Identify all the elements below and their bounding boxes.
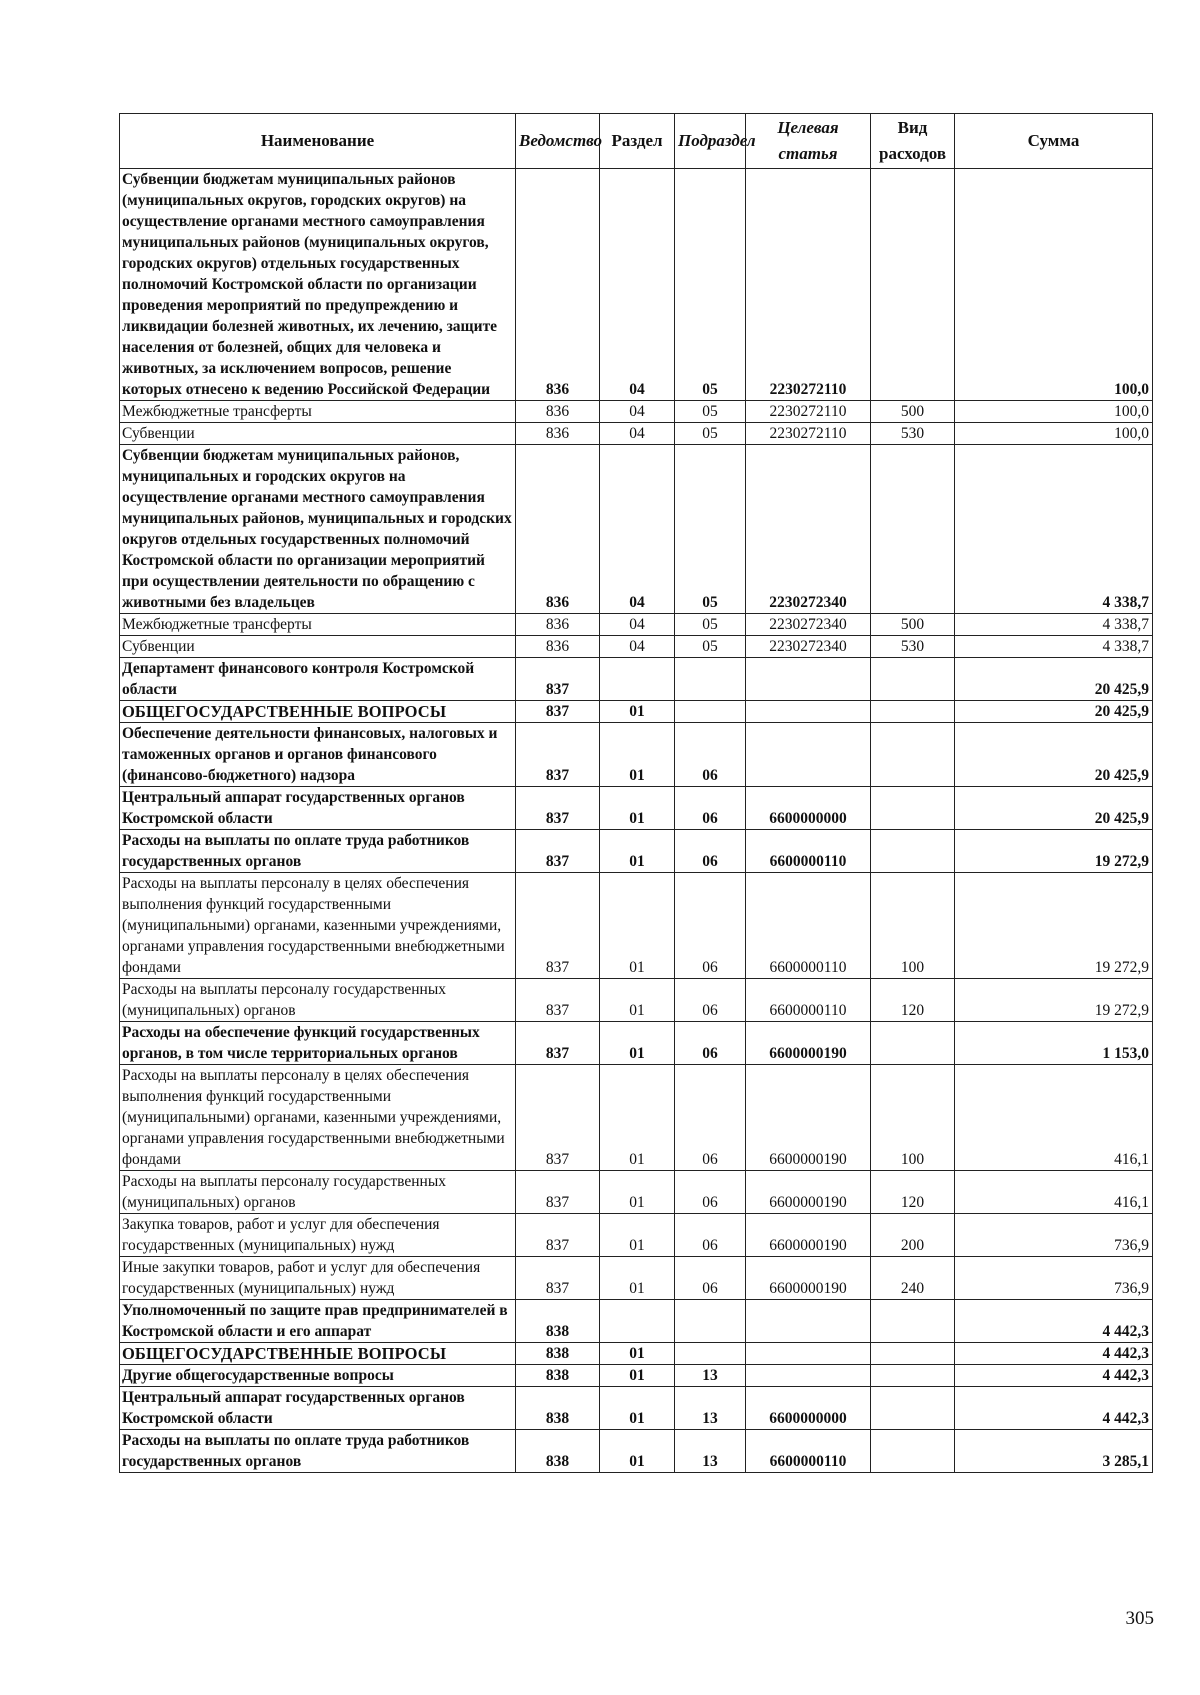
cell-name: ОБЩЕГОСУДАРСТВЕННЫЕ ВОПРОСЫ: [120, 1343, 516, 1365]
cell-sum: 100,0: [955, 423, 1153, 445]
cell-subsection: 06: [675, 830, 746, 873]
header-target: Целевая статья: [746, 114, 871, 169]
cell-target: 6600000190: [746, 1214, 871, 1257]
cell-dept: 837: [516, 979, 600, 1022]
header-row: [120, 114, 1153, 169]
cell-subsection: [675, 658, 746, 701]
table-row: [120, 1343, 1153, 1365]
table-row: [120, 979, 1153, 1022]
cell-subsection: 06: [675, 1065, 746, 1171]
cell-exp-type: 240: [871, 1257, 955, 1300]
table-row: [120, 614, 1153, 636]
header-name: Наименование: [120, 114, 516, 169]
cell-target: 2230272110: [746, 401, 871, 423]
cell-target: [746, 723, 871, 787]
cell-sum: 4 338,7: [955, 614, 1153, 636]
cell-subsection: 13: [675, 1387, 746, 1430]
page-number: 305: [1125, 1608, 1154, 1629]
header-sum: Сумма: [955, 114, 1153, 169]
cell-exp-type: [871, 787, 955, 830]
cell-section: 01: [600, 1387, 675, 1430]
table-body: [120, 169, 1153, 1473]
cell-subsection: 05: [675, 169, 746, 401]
cell-sum: 19 272,9: [955, 873, 1153, 979]
cell-exp-type: 100: [871, 1065, 955, 1171]
table-row: [120, 1065, 1153, 1171]
table-row: [120, 1365, 1153, 1387]
cell-section: 04: [600, 614, 675, 636]
cell-section: 01: [600, 1343, 675, 1365]
table-header: [120, 114, 1153, 169]
cell-target: 6600000190: [746, 1257, 871, 1300]
cell-subsection: [675, 1343, 746, 1365]
cell-exp-type: 120: [871, 1171, 955, 1214]
cell-subsection: [675, 701, 746, 723]
cell-section: 04: [600, 169, 675, 401]
cell-dept: 838: [516, 1387, 600, 1430]
cell-target: [746, 1300, 871, 1343]
cell-exp-type: [871, 1022, 955, 1065]
cell-section: 04: [600, 401, 675, 423]
cell-section: [600, 1300, 675, 1343]
cell-name: Расходы на выплаты по оплате труда работников государственных органов: [120, 830, 516, 873]
cell-target: 2230272110: [746, 169, 871, 401]
cell-section: 04: [600, 636, 675, 658]
cell-sum: 736,9: [955, 1214, 1153, 1257]
cell-sum: 4 338,7: [955, 636, 1153, 658]
cell-exp-type: [871, 830, 955, 873]
cell-sum: 1 153,0: [955, 1022, 1153, 1065]
cell-section: 01: [600, 873, 675, 979]
cell-subsection: 06: [675, 1171, 746, 1214]
cell-exp-type: [871, 1343, 955, 1365]
cell-sum: 20 425,9: [955, 723, 1153, 787]
cell-name: Субвенции: [120, 423, 516, 445]
cell-section: 01: [600, 1065, 675, 1171]
cell-dept: 837: [516, 1214, 600, 1257]
table-row: [120, 1171, 1153, 1214]
table-row: [120, 1022, 1153, 1065]
cell-dept: 838: [516, 1365, 600, 1387]
table-row: [120, 636, 1153, 658]
header-section: Раздел: [600, 114, 675, 169]
cell-exp-type: [871, 445, 955, 614]
cell-dept: 836: [516, 614, 600, 636]
cell-dept: 837: [516, 873, 600, 979]
cell-sum: 416,1: [955, 1065, 1153, 1171]
table-row: [120, 423, 1153, 445]
cell-target: 2230272340: [746, 636, 871, 658]
cell-exp-type: [871, 1365, 955, 1387]
cell-section: 01: [600, 979, 675, 1022]
budget-table: [119, 113, 1153, 1473]
cell-subsection: 13: [675, 1365, 746, 1387]
cell-name: Центральный аппарат государственных органов Костромской области: [120, 1387, 516, 1430]
cell-name: ОБЩЕГОСУДАРСТВЕННЫЕ ВОПРОСЫ: [120, 701, 516, 723]
cell-section: 01: [600, 1171, 675, 1214]
cell-exp-type: 100: [871, 873, 955, 979]
cell-dept: 838: [516, 1300, 600, 1343]
cell-sum: 4 442,3: [955, 1365, 1153, 1387]
cell-subsection: 06: [675, 787, 746, 830]
cell-target: [746, 1365, 871, 1387]
cell-sum: 20 425,9: [955, 787, 1153, 830]
cell-sum: 3 285,1: [955, 1430, 1153, 1473]
table-row: [120, 1430, 1153, 1473]
table-row: [120, 830, 1153, 873]
cell-exp-type: 120: [871, 979, 955, 1022]
cell-section: 01: [600, 1257, 675, 1300]
cell-dept: 836: [516, 169, 600, 401]
cell-name: Межбюджетные трансферты: [120, 614, 516, 636]
cell-section: 01: [600, 787, 675, 830]
cell-exp-type: [871, 723, 955, 787]
header-subsection: Подраздел: [675, 114, 746, 169]
cell-exp-type: 500: [871, 614, 955, 636]
table-row: [120, 723, 1153, 787]
cell-sum: 100,0: [955, 169, 1153, 401]
table-row: [120, 169, 1153, 401]
cell-dept: 836: [516, 636, 600, 658]
cell-target: 2230272340: [746, 445, 871, 614]
cell-subsection: 05: [675, 401, 746, 423]
cell-section: 01: [600, 1365, 675, 1387]
cell-target: [746, 1343, 871, 1365]
cell-section: 04: [600, 445, 675, 614]
cell-subsection: 05: [675, 445, 746, 614]
cell-target: 6600000190: [746, 1065, 871, 1171]
cell-section: 01: [600, 701, 675, 723]
cell-target: 6600000110: [746, 1430, 871, 1473]
cell-section: 01: [600, 1430, 675, 1473]
cell-target: 6600000110: [746, 873, 871, 979]
cell-target: 2230272340: [746, 614, 871, 636]
cell-name: Центральный аппарат государственных органов Костромской области: [120, 787, 516, 830]
cell-name: Уполномоченный по защите прав предпринимателей в Костромской области и его аппарат: [120, 1300, 516, 1343]
cell-subsection: 13: [675, 1430, 746, 1473]
cell-target: 6600000190: [746, 1171, 871, 1214]
cell-dept: 836: [516, 423, 600, 445]
cell-dept: 837: [516, 658, 600, 701]
cell-section: 01: [600, 1022, 675, 1065]
table-row: [120, 787, 1153, 830]
cell-sum: 19 272,9: [955, 830, 1153, 873]
cell-subsection: 06: [675, 723, 746, 787]
cell-name: Расходы на выплаты персоналу в целях обеспечения выполнения функций государственными (муниципальными) органами, казенными учреждениями, органами управления государственными внебюджетными фондами: [120, 873, 516, 979]
cell-sum: 20 425,9: [955, 658, 1153, 701]
cell-target: 6600000000: [746, 1387, 871, 1430]
cell-target: 6600000110: [746, 979, 871, 1022]
table-row: [120, 1300, 1153, 1343]
cell-name: Субвенции бюджетам муниципальных районов, муниципальных и городских округов на осуществление органами местного самоуправления муниципальных районов, муниципальных и городских округов отдельных государственных полномочий Костромской области по организации мероприятий при осуществлении деятельности по обращению с животными без владельцев: [120, 445, 516, 614]
cell-sum: 19 272,9: [955, 979, 1153, 1022]
cell-sum: 416,1: [955, 1171, 1153, 1214]
cell-section: 01: [600, 1214, 675, 1257]
cell-sum: 100,0: [955, 401, 1153, 423]
cell-subsection: 06: [675, 1022, 746, 1065]
cell-name: Расходы на выплаты персоналу государственных (муниципальных) органов: [120, 1171, 516, 1214]
cell-section: 01: [600, 723, 675, 787]
cell-dept: 837: [516, 1065, 600, 1171]
table-row: [120, 1257, 1153, 1300]
table-row: [120, 701, 1153, 723]
cell-subsection: 05: [675, 636, 746, 658]
cell-exp-type: 530: [871, 423, 955, 445]
header-dept: Ведомство: [516, 114, 600, 169]
cell-sum: 4 442,3: [955, 1300, 1153, 1343]
cell-subsection: 06: [675, 979, 746, 1022]
cell-section: [600, 658, 675, 701]
table-row: [120, 1387, 1153, 1430]
cell-target: 6600000110: [746, 830, 871, 873]
cell-sum: 20 425,9: [955, 701, 1153, 723]
cell-name: Расходы на выплаты по оплате труда работников государственных органов: [120, 1430, 516, 1473]
cell-subsection: 05: [675, 614, 746, 636]
cell-section: 01: [600, 830, 675, 873]
cell-target: [746, 701, 871, 723]
cell-name: Расходы на обеспечение функций государственных органов, в том числе территориальных органов: [120, 1022, 516, 1065]
cell-exp-type: [871, 1430, 955, 1473]
cell-sum: 4 442,3: [955, 1387, 1153, 1430]
cell-dept: 836: [516, 445, 600, 614]
cell-subsection: [675, 1300, 746, 1343]
cell-sum: 4 442,3: [955, 1343, 1153, 1365]
cell-dept: 837: [516, 830, 600, 873]
cell-dept: 837: [516, 701, 600, 723]
cell-dept: 838: [516, 1430, 600, 1473]
cell-dept: 837: [516, 723, 600, 787]
cell-name: Обеспечение деятельности финансовых, налоговых и таможенных органов и органов финансового (финансово-бюджетного) надзора: [120, 723, 516, 787]
cell-exp-type: [871, 658, 955, 701]
cell-subsection: 06: [675, 873, 746, 979]
table-row: [120, 401, 1153, 423]
cell-exp-type: 500: [871, 401, 955, 423]
cell-section: 04: [600, 423, 675, 445]
cell-name: Департамент финансового контроля Костромской области: [120, 658, 516, 701]
cell-name: Расходы на выплаты персоналу государственных (муниципальных) органов: [120, 979, 516, 1022]
cell-name: Иные закупки товаров, работ и услуг для обеспечения государственных (муниципальных) нужд: [120, 1257, 516, 1300]
cell-dept: 836: [516, 401, 600, 423]
cell-exp-type: [871, 1300, 955, 1343]
cell-subsection: 06: [675, 1257, 746, 1300]
table-row: [120, 658, 1153, 701]
cell-target: 2230272110: [746, 423, 871, 445]
cell-dept: 837: [516, 1171, 600, 1214]
header-exp-type: Вид расходов: [871, 114, 955, 169]
cell-name: Межбюджетные трансферты: [120, 401, 516, 423]
cell-subsection: 05: [675, 423, 746, 445]
cell-sum: 4 338,7: [955, 445, 1153, 614]
cell-exp-type: [871, 169, 955, 401]
cell-name: Субвенции: [120, 636, 516, 658]
cell-exp-type: [871, 1387, 955, 1430]
cell-exp-type: [871, 701, 955, 723]
table-row: [120, 1214, 1153, 1257]
cell-sum: 736,9: [955, 1257, 1153, 1300]
cell-exp-type: 200: [871, 1214, 955, 1257]
cell-dept: 837: [516, 1022, 600, 1065]
cell-name: Расходы на выплаты персоналу в целях обеспечения выполнения функций государственными (муниципальными) органами, казенными учреждениями, органами управления государственными внебюджетными фондами: [120, 1065, 516, 1171]
cell-name: Субвенции бюджетам муниципальных районов (муниципальных округов, городских округов) на осуществление органами местного самоуправления муниципальных районов (муниципальных округов, городских округов) отдельных государственных полномочий Костромской области по организации проведения мероприятий по предупреждению и ликвидации болезней животных, их лечению, защите населения от болезней, общих для человека и животных, за исключением вопросов, решение которых отнесено к ведению Российской Федерации: [120, 169, 516, 401]
cell-name: Другие общегосударственные вопросы: [120, 1365, 516, 1387]
cell-subsection: 06: [675, 1214, 746, 1257]
cell-dept: 838: [516, 1343, 600, 1365]
cell-exp-type: 530: [871, 636, 955, 658]
cell-target: 6600000190: [746, 1022, 871, 1065]
cell-target: [746, 658, 871, 701]
table-row: [120, 445, 1153, 614]
table-row: [120, 873, 1153, 979]
cell-name: Закупка товаров, работ и услуг для обеспечения государственных (муниципальных) нужд: [120, 1214, 516, 1257]
cell-target: 6600000000: [746, 787, 871, 830]
cell-dept: 837: [516, 1257, 600, 1300]
cell-dept: 837: [516, 787, 600, 830]
